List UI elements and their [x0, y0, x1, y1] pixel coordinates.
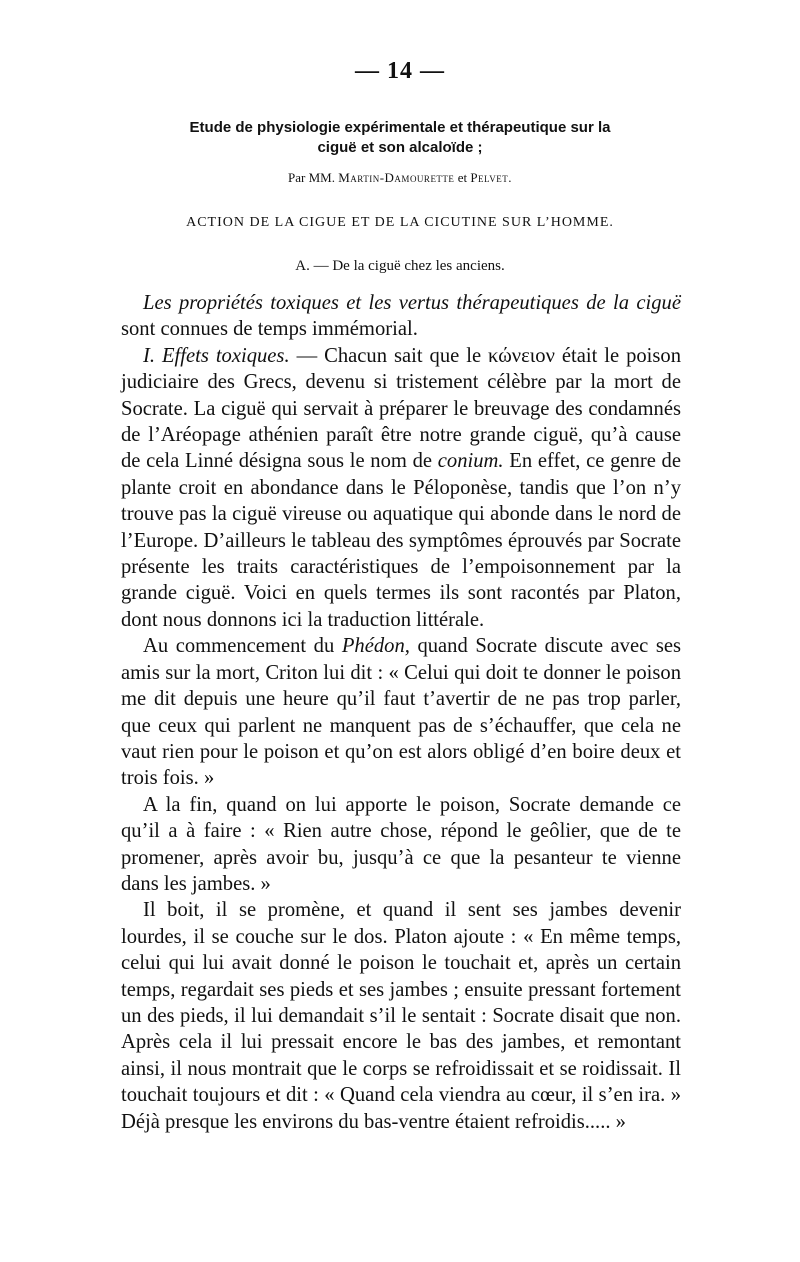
- paragraph-1-rest: sont connues de temps immémorial.: [121, 318, 418, 341]
- paragraph-2: [121, 343, 681, 633]
- paragraph-2-text-a: — Chacun sait que le κώνειον était le poison judiciaire des Grecs, devenu si tristement célèbre par la mort de Socrate. La ciguë qui servait à préparer le breuvage des condamnés de l’Aréopage athénien paraît être notre grande ciguë, qu’à cause de cela Linné désigna sous le nom de: [121, 344, 681, 473]
- article-title: [100, 118, 700, 158]
- section-title: ACTION DE LA CIGUE ET DE LA CICUTINE SUR L’HOMME.: [186, 215, 614, 230]
- paragraph-2-text-b: En effet, ce genre de plante croit en abondance dans le Péloponèse, tandis que l’on n’y trouve pas la ciguë vireuse ou aquatique qui abonde dans le nord de l’Europe. D’ailleurs le tableau des symptômes éprouvés par Socrate présente les traits caractéristiques de l’empoisonnement par la grande ciguë. Voici en quels termes ils sont racontés par Platon, dont nous donnons ici la traduction littérale.: [121, 450, 681, 631]
- page-number: — 14 —: [355, 58, 445, 84]
- authors-conjunction: et: [457, 170, 468, 185]
- paragraph-1: [121, 290, 681, 343]
- paragraph-1-italic: Les propriétés toxiques et les vertus thérapeutiques de la ciguë: [143, 292, 681, 314]
- body-text: [121, 290, 681, 1135]
- paragraph-3-a: Au commencement du: [143, 635, 335, 658]
- paragraph-3-b: quand Socrate discute avec ses amis sur la mort, Criton lui dit : « Celui qui doit te donner le poison me dit depuis une heure qu’il faut t’avertir de ne pas trop parler, que ceux qui parlent ne manquent pas de s’échauffer, que cela ne vaut rien pour le poison et qu’on est alors obligé d’en boire deux et trois fois. »: [121, 635, 681, 790]
- paragraph-4: A la fin, quand on lui apporte le poison, Socrate demande ce qu’il a à faire : « Rien autre chose, répond le geôlier, que de te promener, après avoir bu, jusqu’à ce que la pesanteur te vienne dans les jambes. »: [121, 793, 681, 895]
- article-title-line-2: ciguë et son alcaloïde ;: [317, 139, 483, 156]
- paragraph-3-phedon: Phédon,: [341, 635, 410, 658]
- author-1: Martin-Damourette: [338, 170, 455, 185]
- article-title-line-1: Etude de physiologie expérimentale et thérapeutique sur la: [189, 119, 611, 136]
- paragraph-2-conium: conium.: [437, 450, 504, 473]
- subsection-title: A. — De la ciguë chez les anciens.: [295, 258, 505, 274]
- paragraph-3: [121, 633, 681, 791]
- author-2: Pelvet.: [470, 170, 512, 185]
- article-authors: [0, 170, 800, 186]
- paragraph-2-heading: I. Effets toxiques.: [143, 344, 290, 367]
- authors-prefix: Par MM.: [288, 170, 335, 185]
- paragraph-5: Il boit, il se promène, et quand il sent ses jambes devenir lourdes, il se couche sur le dos. Platon ajoute : « En même temps, celui qui lui avait donné le poison le touchait et, après un certain temps, regardait ses pieds et ses jambes ; ensuite pressant fortement un des pieds, il lui demandait s’il le sentait : Socrate disait que non. Après cela il lui pressait encore le bas des jambes, et remontant ainsi, il nous montrait que le corps se refroidissait et se roidissait. Il touchait toujours et dit : « Quand cela viendra au cœur, il s’en ira. » Déjà presque les environs du bas-ventre étaient refroidis..... »: [121, 899, 681, 1133]
